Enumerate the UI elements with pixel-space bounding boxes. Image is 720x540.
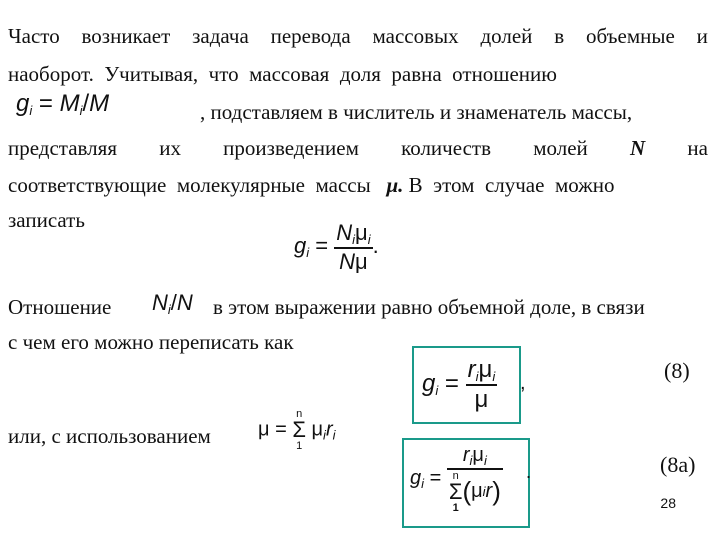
word: молей (533, 136, 588, 160)
equation-number-8: (8) (664, 358, 690, 383)
formula-moles-substitution: $g_i$ = $\frac{N_i\mu_i}{N\mu}$ . (294, 220, 379, 274)
word: возникает (81, 24, 171, 48)
word: и (696, 24, 708, 48)
formula-8-box (412, 346, 521, 424)
formula-mean-mu: μ = n Σ 1 $\mu_ir_i$ (258, 408, 336, 452)
word: представляя (8, 136, 117, 160)
formula-mole-ratio: $N_i/N$ (152, 290, 193, 317)
word: массовых (372, 24, 459, 48)
paragraph-line-3: , подставляем в числитель и знаменатель массы, (200, 100, 633, 124)
word: долей (480, 24, 533, 48)
comma: , (520, 372, 526, 394)
paragraph-line-7-left: Отношение (8, 295, 112, 319)
period: . (526, 462, 532, 482)
paragraph-line-7-right: в этом выражении равно объемной доле, в связи (213, 295, 645, 319)
paragraph-line-9: или, с использованием (8, 424, 211, 448)
paragraph-line-1 (8, 22, 708, 50)
word: в (554, 24, 565, 48)
paragraph-line-8: с чем его можно переписать как (8, 330, 294, 354)
formula-8a: $g_i$ = $r_i\mu_i$ n Σ 1 ( μ i r ) (410, 444, 501, 514)
symbol-N: N (630, 136, 646, 160)
word: их (159, 136, 181, 160)
word: количеств (401, 136, 491, 160)
page-number: 28 (660, 495, 676, 511)
formula-mass-fraction: $g_i = M_i/M$ (16, 90, 110, 118)
word: Часто (8, 24, 60, 48)
word: объемные (586, 24, 675, 48)
word: перевода (270, 24, 351, 48)
formula-8: $g_i$ = $\frac{r_i\mu_i}{\mu}$ (422, 356, 496, 413)
formula-8a-box (402, 438, 530, 528)
paragraph-line-4 (8, 134, 708, 162)
paragraph-line-2: наоборот. Учитывая, что массовая доля равна отношению (8, 62, 557, 86)
symbol-mu: μ. (386, 173, 404, 197)
word: произведением (223, 136, 359, 160)
paragraph-line-5: соответствующие молекулярные массы μ. В этом случае можно (8, 173, 615, 197)
word: задача (192, 24, 249, 48)
paragraph-line-6: записать (8, 208, 85, 232)
word: на (687, 136, 708, 160)
equation-number-8a: (8а) (660, 452, 696, 477)
